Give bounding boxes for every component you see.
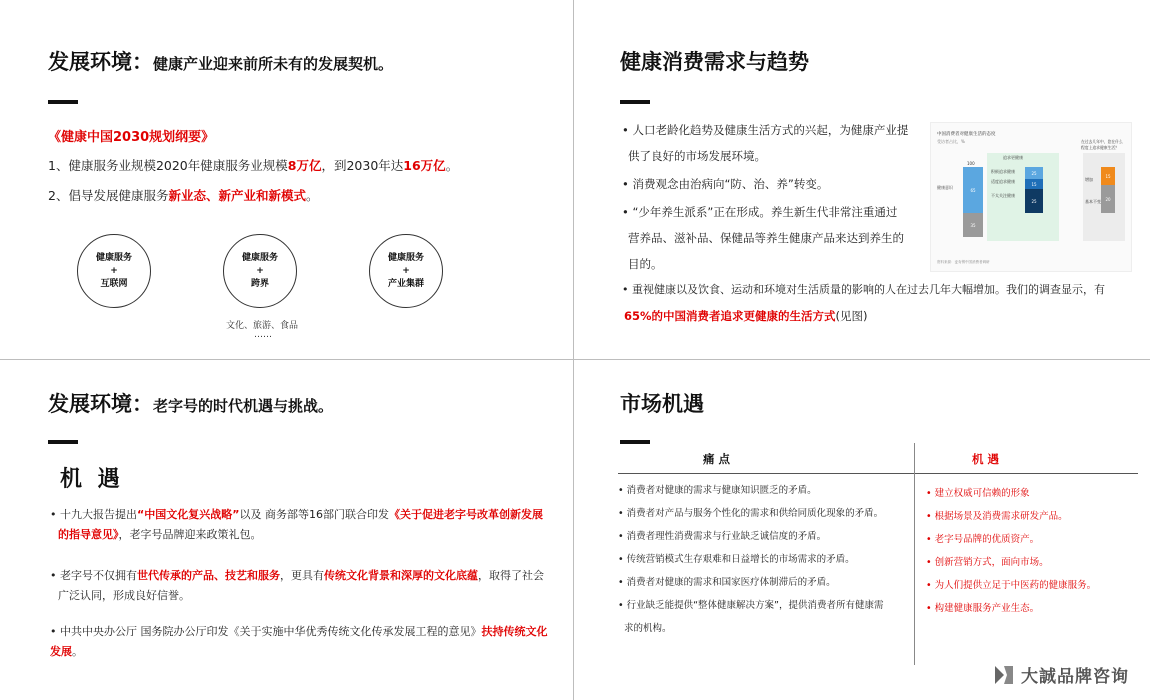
opportunity-item: • 老字号品牌的优质资产。 [926,534,1040,545]
circle-note: 文化、旅游、食品 [226,321,299,331]
opportunity-item: • 根据场景及消费需求研发产品。 [926,511,1068,522]
line1-value1: 8万亿 [287,158,322,173]
circle-top-label: 健康服务 [241,252,278,263]
panel2-bullet4-line1: • 重视健康以及饮食、运动和环境对生活质量的影响的人在过去几年大幅增加。我们的调查显示，有 [622,283,1105,296]
chart-right-header [1081,139,1123,151]
chart-source: 资料来源：麦肯锡中国消费者调研 [937,260,990,264]
p2-red2: 传统文化背景和深厚的文化底蕴 [323,569,478,582]
panel2-bullet1-line2: 供了良好的市场发展环境。 [628,149,766,163]
p1-red2: 《关于促进老字号改革创新发展 [388,508,543,521]
mid-label-1: 积极追求健康 [991,169,1015,174]
panel1-accent-bar [48,100,78,104]
vertical-divider [573,0,574,700]
mid-label-2: 适度追求健康 [991,179,1015,184]
p1-l2-red: 的指导意见》 [58,528,119,541]
panel2-title: 健康消费需求与趋势 [620,50,809,74]
table-column-divider [914,443,915,665]
p2-red1: 世代传承的产品、技艺和服务 [136,569,280,582]
pain-item: • 消费者理性消费需求与行业缺乏诚信度的矛盾。 [618,531,827,542]
panel3-para1-line1 [50,505,543,525]
panel1-title-sub: 健康产业迎来前所未有的发展契机。 [153,55,394,73]
panel2-accent-bar [620,100,650,104]
right-segment-orange: 15 [1101,167,1115,185]
circle-top-label: 健康服务 [387,252,424,263]
right-header-line1: 在过去几年中，您在什么 [1081,139,1123,144]
circle-bottom-label: 产业集群 [387,278,424,289]
panel1-line2 [48,186,319,204]
panel1-title-main: 发展环境： [48,50,153,74]
circle-ellipsis: …… [254,330,272,340]
p2-b: ，更具有 [279,569,324,582]
line2-end: 。 [305,188,319,203]
p1-l2-end: ，老字号品牌迎来政策礼包。 [118,528,262,541]
panel1-title [48,46,393,76]
panel3-para1-line2 [58,525,262,545]
panel2-bullet3-line3: 目的。 [628,257,663,271]
right-header-line2: 程度上追求健康生活？ [1081,145,1119,150]
mid-label-3: 不太关注健康 [991,193,1015,198]
panel2-bullet1-line1: • 人口老龄化趋势及健康生活方式的兴起，为健康产业提 [622,123,909,137]
mid-segment-3: 25 [1025,189,1043,213]
circle-top-label: 健康服务 [95,252,132,263]
p3-red: 扶持传统文化 [481,625,548,638]
p3-l2-red: 发展 [50,645,72,658]
circle-bottom-label: 互联网 [100,278,128,289]
pain-item: • 消费者对健康的需求和国家医疗体制滞后的矛盾。 [618,577,836,588]
circle-internet [77,234,151,308]
panel3-para2-line1 [50,566,544,586]
brand-logo [993,662,1129,687]
panel2-bullet4-line2 [624,304,868,328]
opportunity-item: • 为人们提供立足于中医药的健康服务。 [926,580,1097,591]
line1-prefix: 1、健康服务业规模2020年健康服务业规模 [48,158,288,173]
opportunity-column-header: 机 遇 [972,452,1000,466]
panel3-accent-bar [48,440,78,444]
circle-crossover [223,234,297,308]
pain-column-header: 痛 点 [703,452,731,466]
pain-item: • 消费者对健康的需求与健康知识匮乏的矛盾。 [618,485,817,496]
right-label-1: 增加 [1085,177,1093,182]
mid-segment-2: 15 [1025,179,1043,189]
chart-mid-header: 追求更健康 [1003,155,1023,160]
circle-plus: + [402,265,410,276]
chart-left-label: 健康意识 [937,185,953,190]
opportunity-item: • 创新营销方式，面向市场。 [926,557,1049,568]
panel1-line1 [48,156,458,174]
panel2-bullet3-line2: 营养品、滋补品、保健品等养生健康产品来达到养生的 [628,231,904,245]
pain-item: • 消费者对产品与服务个性化的需求和供给同质化现象的矛盾。 [618,508,884,519]
circle-plus: + [256,265,264,276]
opportunity-item: • 构建健康服务产业生态。 [926,603,1040,614]
circle-cluster [369,234,443,308]
panel2-bullet3-line1: • “少年养生派系”正在形成。养生新生代非常注重通过 [622,205,898,219]
bullet4-end: (见图) [835,309,868,323]
line1-value2: 16万亿 [403,158,446,173]
panel4-accent-bar [620,440,650,444]
panel3-title-sub: 老字号的时代机遇与挑战。 [153,397,334,415]
circle-plus: + [110,265,118,276]
panel3-title-main: 发展环境： [48,392,153,416]
p1-b: 以及 商务部等16部门联合印发 [239,508,389,521]
panel3-title [48,388,333,418]
p1-a: • 十九大报告提出 [50,508,137,521]
pain-item: • 行业缺乏能提供“整体健康解决方案”，提供消费者所有健康需 [618,600,884,611]
pain-item: • 传统营销模式生存艰难和日益增长的市场需求的矛盾。 [618,554,855,565]
chart-title: 中国消费者对健康生活的态度 [937,132,996,137]
panel3-para3-line2 [50,642,83,662]
panel1-heading: 《健康中国2030规划纲要》 [48,130,215,145]
line2-prefix: 2、倡导发展健康服务 [48,188,169,203]
mid-segment-1: 25 [1025,167,1043,179]
line2-red: 新业态、新产业和新模式 [168,188,306,203]
health-attitude-chart [930,122,1132,272]
right-segment-gray: 20 [1101,185,1115,213]
panel3-para2-line2: 广泛认同，形成良好信誉。 [58,589,190,602]
bullet4-red: 65%的中国消费者追求更健康的生活方式 [624,309,836,323]
right-label-2: 基本不变 [1085,199,1101,204]
line1-end: 。 [445,158,459,173]
p2-a: • 老字号不仅拥有 [50,569,137,582]
circle-bottom-label: 跨界 [250,278,269,289]
line1-mid: ，到2030年达 [321,158,404,173]
p3-l2-end: 。 [72,645,83,658]
p3-a: • 中共中央办公厅 国务院办公厅印发《关于实施中华优秀传统文化传承发展工程的意见》 [50,625,482,638]
panel3-para3-line1 [50,622,547,642]
bar-segment-light: 65 [963,167,983,213]
brand-logo-text: 大誠品牌咨询 [1021,667,1129,687]
chart-subtitle: 受访者占比，% [937,139,965,144]
p1-red1: “中国文化复兴战略” [136,508,240,521]
panel4-title: 市场机遇 [620,392,704,416]
dacheng-logo-icon [993,664,1015,686]
pain-item-continuation: 求的机构。 [624,623,672,634]
panel2-bullet2: • 消费观念由治病向“防、治、养”转变。 [622,177,829,191]
table-header-line [618,473,1138,474]
opportunity-item: • 建立权威可信赖的形象 [926,488,1030,499]
bar-segment-gray: 35 [963,213,983,237]
p2-c: ，取得了社会 [477,569,544,582]
chart-bar-total: 100 [967,161,975,166]
horizontal-divider [0,359,1150,360]
panel3-big-heading: 机 遇 [60,467,124,492]
